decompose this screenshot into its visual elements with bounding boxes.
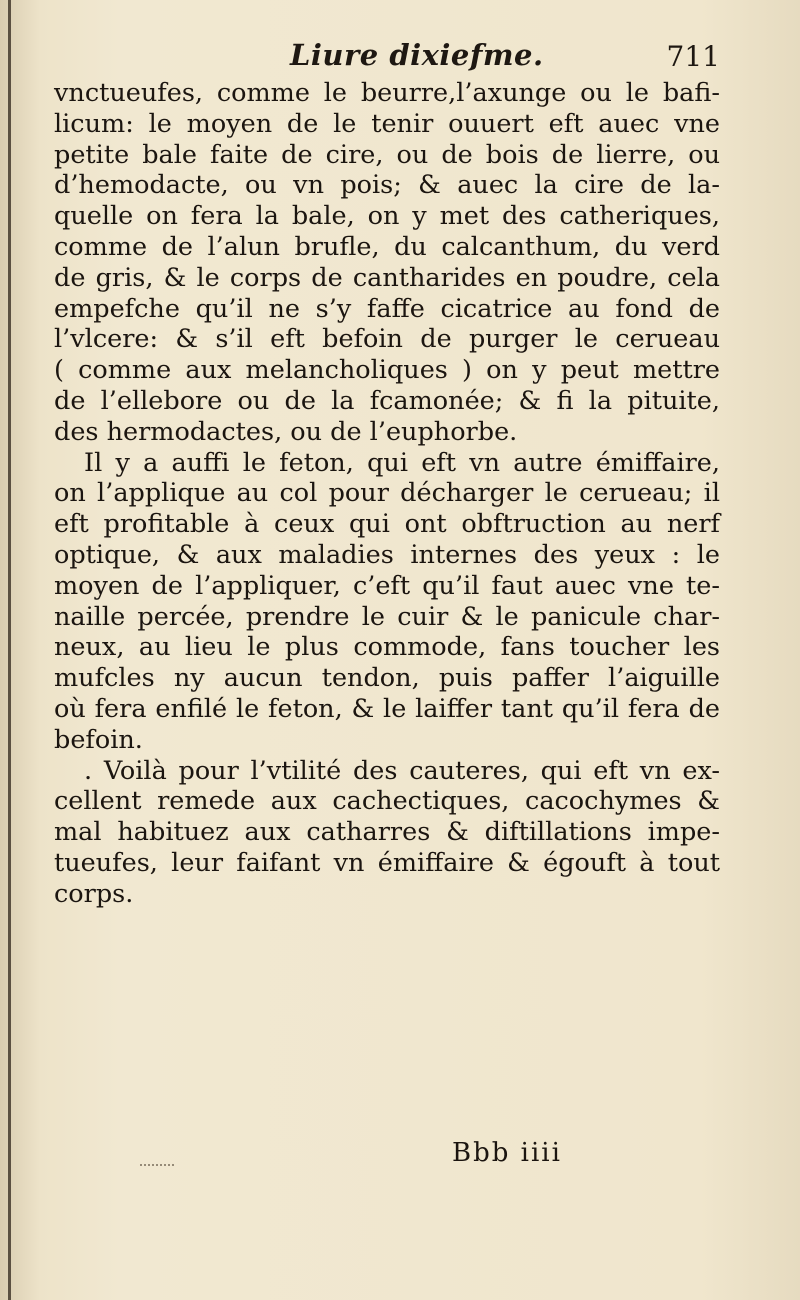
text-line: eft profitable à ceux qui ont obftruction au nerf [54,509,720,540]
text-line: où fera enfilé le feton, & le laiffer tant qu’il fera de [54,693,720,724]
text-line: licum: le moyen de le tenir ouuert eft auec vne [54,108,720,139]
signature-mark: Bbb iiii [452,1138,562,1168]
text-line: ( comme aux melancholiques ) on y peut mettre [54,355,720,386]
text-line: empefche qu’il ne s’y faffe cicatrice au fond de [54,293,720,324]
text-line: corps. [54,878,134,909]
text-line: naille percée, prendre le cuir & le panicule char- [54,601,720,632]
running-title: Liure dixiefme. [290,38,544,72]
text-line: optique, & aux maladies internes des yeux : le [54,539,720,570]
text-line: quelle on fera la bale, on y met des catheriques, [54,201,720,232]
text-line: befoin. [54,724,143,755]
text-line: d’hemodacte, ou vn pois; & auec la cire de la- [54,170,720,201]
binding-edge [8,0,11,1300]
text-line: mufcles ny aucun tendon, puis paffer l’aiguille [54,663,720,694]
text-line: cellent remede aux cachectiques, cacochymes & [54,786,720,817]
text-line: . Voilà pour l’vtilité des cauteres, qui eft vn ex- [84,755,720,786]
page-header [60,38,720,78]
text-line: neux, au lieu le plus commode, fans toucher les [54,632,720,663]
text-line: mal habituez aux catharres & diftillations impe- [54,817,720,848]
text-line: vnctueufes, comme le beurre,l’axunge ou le bafi- [54,78,720,108]
text-line: l’vlcere: & s’il eft befoin de purger le cerueau [54,324,720,355]
page-number: 711 [666,40,720,73]
text-line: moyen de l’appliquer, c’eft qu’il faut auec vne te- [54,570,720,601]
text-line: on l’applique au col pour décharger le cerueau; il [54,478,720,509]
ink-smudge [140,1146,174,1166]
body-text [54,78,720,910]
text-line: tueufes, leur faifant vn émiffaire & égouft à tout [54,847,720,878]
text-line: comme de l’alun brufle, du calcanthum, du verd [54,231,720,262]
text-line: des hermodactes, ou de l’euphorbe. [54,416,518,447]
text-line: Il y a auffi le feton, qui eft vn autre émiffaire, [84,447,720,478]
text-line: de gris, & le corps de cantharides en poudre, cela [54,262,720,293]
text-line: petite bale faite de cire, ou de bois de lierre, ou [54,139,720,170]
text-line: de l’ellebore ou de la fcamonée; & fi la pituite, [54,385,720,416]
